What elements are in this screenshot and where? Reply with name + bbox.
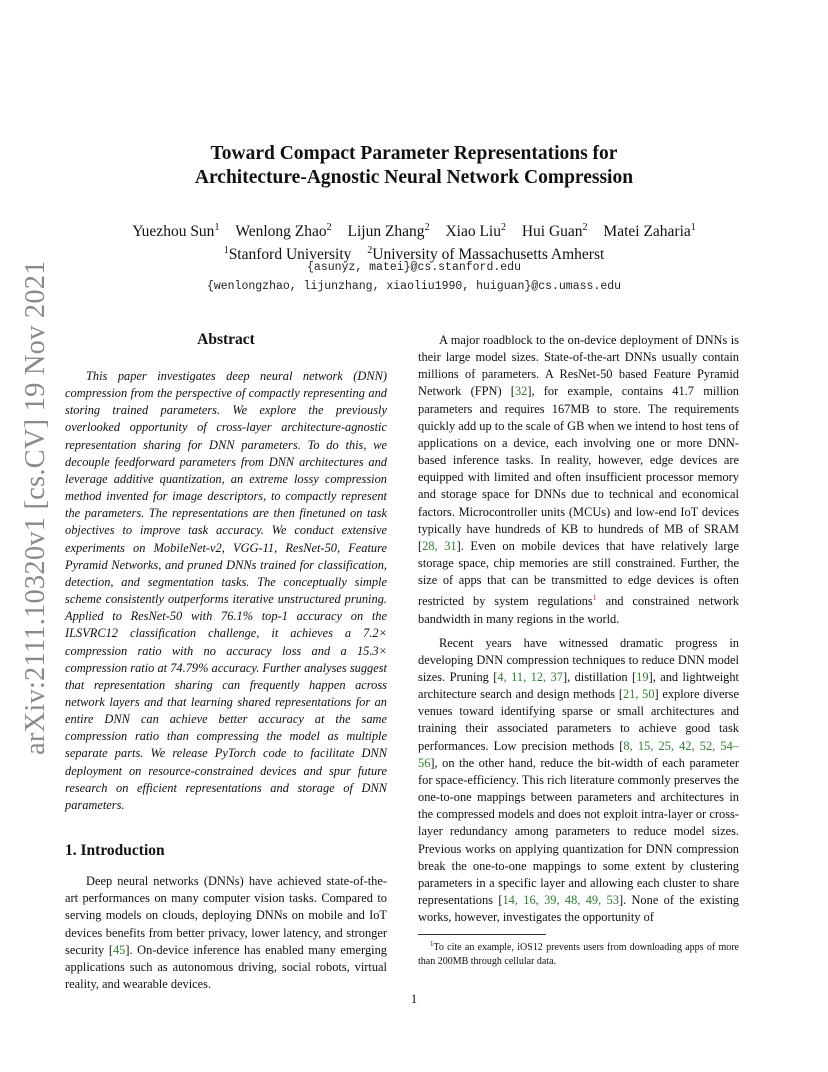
left-column — [65, 330, 387, 993]
author: Lijun Zhang$^2$ — [347, 222, 430, 240]
title-line-1: Toward Compact Parameter Representations for — [210, 143, 618, 164]
citation-link[interactable]: 19 — [636, 669, 649, 684]
body-paragraph: A major roadblock to the on-device deployment of DNNs is their large model sizes. State-of-the-art DNNs usually contain millions of parameters. A ResNet-50 based Feature Pyramid Network (FPN) [32], for example, contains 41.7 million parameters and requires 167MB to store. The requirements quickly add up to the scale of GB when we intend to host tens of applications on a device, each involving one or more DNN-based inference tasks. In reality, however, edge devices are equipped with limited and often insufficient processor memory and storage space for DNNs due to technical and economical factors. Microcontroller units (MCUs) and low-end IoT devices typically have hundreds of KB to hundreds of MB of SRAM [28, 31]. Even on mobile devices that have relatively large storage space, chip memories are still constrained. Further, the size of apps that can be transmitted to edge devices is often restricted by system regulations$^1$ and constrained network bandwidth in many regions in the world. — [418, 333, 740, 626]
page-number: 1 — [410, 992, 418, 1006]
footnote-number: 1 — [430, 940, 434, 948]
citation-link[interactable]: 45 — [112, 942, 126, 957]
abstract-text: This paper investigates deep neural network (DNN) compression from the perspective of compactly representing and storing trained parameters. We explore the previously overlooked opportunity of cross-layer architecture-agnostic representation sharing for DNN parameters. To do this, we decouple feedforward parameters from DNN architectures and leverage additive quantization, an extreme lossy compression method invented for image descriptors, to compactly represent the parameters. The representations are then finetuned on task objectives to improve task accuracy. We conduct extensive experiments on MobileNet-v2, VGG-11, ResNet-50, Feature Pyramid Networks, and pruned DNNs trained for classification, detection, and segmentation tasks. The conceptually simple scheme consistently outperforms iterative unstructured pruning. Applied to ResNet-50 with 76.1% top-1 accuracy on the ILSVRC12 classification challenge, it achieves a 7.2× compression ratio with no accuracy loss and a 15.3× compression ratio at 74.79% accuracy. Further analyses suggest that representation sharing can frequently happen across network layers and that learning shared representations for an entire DNN can achieve better accuracy at the same compression ratio than compressing the model as multiple separate parts. We release PyTorch code to facilitate DNN deployment on resource-constrained devices and spur future research on efficient representations and storage of DNN parameters. — [65, 369, 388, 812]
author: Yuezhou Sun$^1$ — [132, 222, 220, 240]
abstract-heading: Abstract — [197, 331, 255, 348]
footnote — [418, 938, 739, 968]
author: Matei Zaharia$^1$ — [603, 222, 696, 240]
footnote-text: To cite an example, iOS12 prevents users from downloading apps of more than 200MB through cellular data. — [418, 942, 739, 967]
citation-link[interactable]: 4, 11, 12, 37 — [497, 669, 563, 684]
body-paragraph: Recent years have witnessed dramatic progress in developing DNN compression techniques to reduce DNN model sizes. Pruning [4, 11, 12, 37], distillation [19], and lightweight architecture search and design methods [21, 50] explore diverse venues toward identifying sparse or small architectures and training their associated parameters to achieve good task performances. Low precision methods [8, 15, 25, 42, 52, 54–56], on the other hand, reduce the bit-width of each parameter for space-efficiency. This rich literature commonly preserves the one-to-one mappings between parameters and architectures in the compressed models and does not exploit intra-layer or cross-layer redundancy among parameters to reduce model sizes. Previous works on applying quantization for DNN compression break the one-to-one mappings to some extent by clustering parameters in a specific layer and allowing each cluster to share representations [14, 16, 39, 48, 49, 53]. None of the existing works, however, investigates the opportunity of — [418, 635, 739, 925]
title-line-2: Architecture-Agnostic Neural Network Compression — [194, 167, 634, 188]
citation-link[interactable]: 32 — [514, 384, 528, 399]
citation-link[interactable]: 21, 50 — [622, 687, 655, 702]
affiliation: $^1$Stanford University — [223, 245, 352, 263]
author: Wenlong Zhao$^2$ — [235, 222, 332, 240]
intro-paragraph: Deep neural networks (DNNs) have achieved state-of-the-art performances on many computer vision tasks. Compared to serving models on clouds, deploying DNNs on mobile and IoT devices benefits from better privacy, lower latency, and stronger security [45]. On-device inference has enabled many emerging applications such as autonomous driving, social robots, virtual reality, and wearable devices. — [65, 874, 387, 991]
author: Xiao Liu$^2$ — [445, 222, 506, 240]
footnote-marker[interactable]: 1 — [592, 593, 597, 603]
arxiv-identifier: arXiv:2111.10320v1 [cs.CV] 19 Nov 2021 — [20, 260, 51, 755]
affiliation: $^2$University of Massachusetts Amherst — [367, 245, 605, 263]
author: Hui Guan$^2$ — [521, 222, 588, 240]
citation-link[interactable]: 8, 15, 25, 42, 52, 54–56 — [418, 738, 739, 770]
citation-link[interactable]: 28, 31 — [422, 538, 457, 553]
introduction-heading: 1. Introduction — [65, 842, 165, 860]
author-list — [60, 218, 768, 241]
email-umass: {wenlongzhao, lijunzhang, xiaoliu1990, huiguan}@cs.umass.edu — [206, 280, 622, 293]
author-block — [60, 218, 768, 264]
citation-link[interactable]: 14, 16, 39, 48, 49, 53 — [502, 893, 619, 907]
footnote-divider — [418, 934, 546, 935]
email-stanford: {asunyz, matei}@cs.stanford.edu — [307, 261, 521, 274]
paper-title — [60, 142, 768, 190]
right-column — [418, 332, 739, 926]
